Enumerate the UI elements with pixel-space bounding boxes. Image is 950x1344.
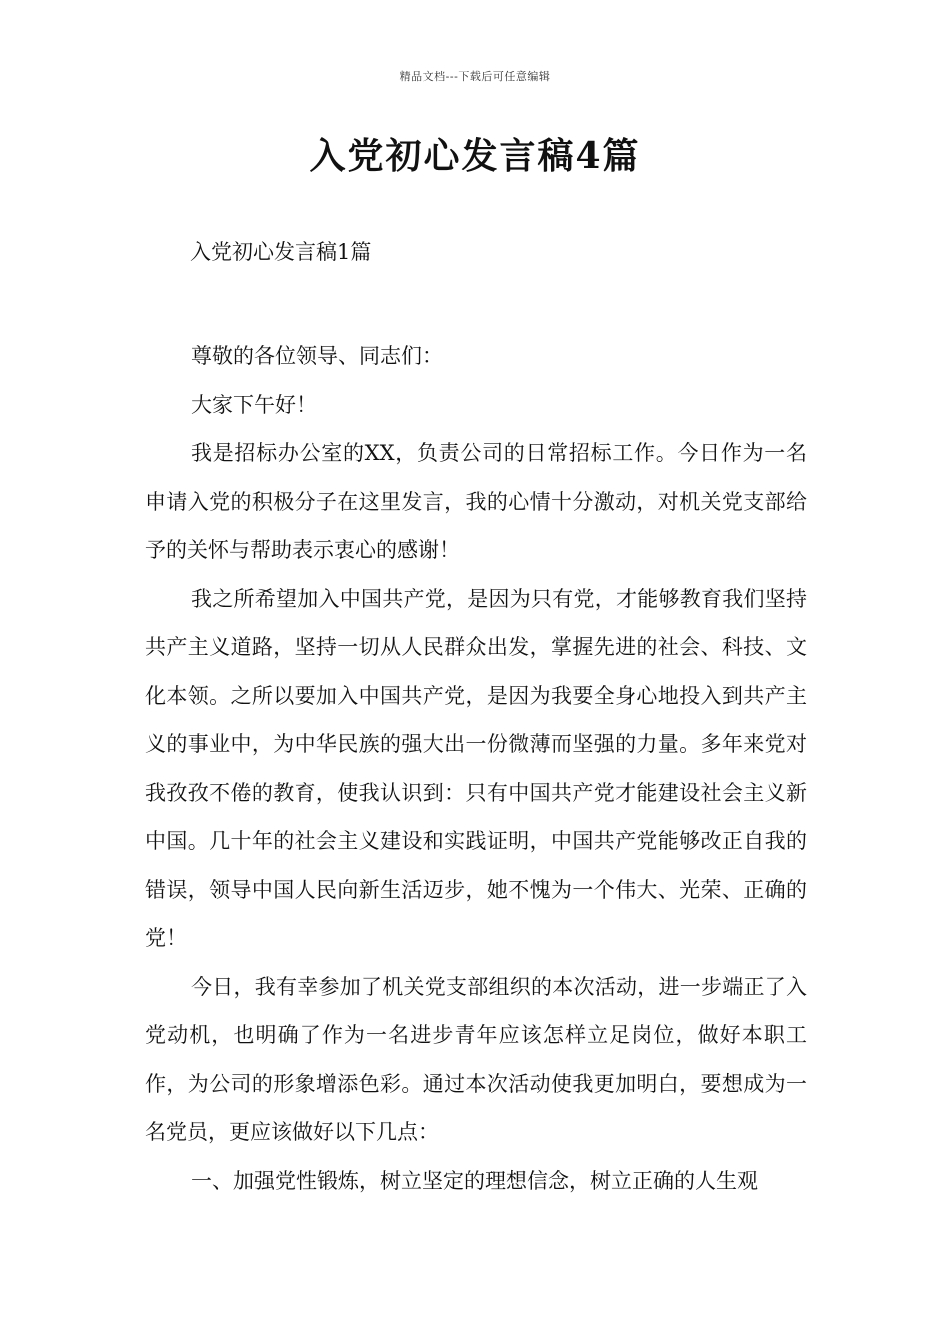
paragraph-salutation: 尊敬的各位领导、同志们： (191, 344, 443, 368)
document-body (145, 332, 807, 1205)
document-title: 入党初心发言稿4篇 (309, 135, 641, 177)
paragraph: 我之所希望加入中国共产党，是因为只有党，才能够教育我们坚持共产主义道路，坚持一切从人民群众出发，掌握先进的社会、科技、文化本领。之所以要加入中国共产党，是因为我要全身心地投入到共产主义的事业中，为中华民族的强大出一份微薄而坚强的力量。多年来党对我孜孜不倦的教育，使我认识到：只有中国共产党才能建设社会主义新中国。几十年的社会主义建设和实践证明，中国共产党能够改正自我的错误，领导中国人民向新生活迈步，她不愧为一个伟大、光荣、正确的党！ (145, 586, 807, 950)
section-subtitle: 入党初心发言稿1篇 (190, 240, 372, 264)
paragraph: 我是招标办公室的XX，负责公司的日常招标工作。今日作为一名申请入党的积极分子在这里发言，我的心情十分激动，对机关党支部给予的关怀与帮助表示衷心的感谢！ (145, 441, 807, 562)
paragraph-greeting: 大家下午好！ (191, 392, 317, 417)
paragraph: 一、加强党性锻炼，树立坚定的理想信念，树立正确的人生观 (191, 1168, 758, 1193)
page-header: 精品文档---下载后可任意编辑 (399, 70, 551, 83)
paragraph: 今日，我有幸参加了机关党支部组织的本次活动，进一步端正了入党动机，也明确了作为一名进步青年应该怎样立足岗位，做好本职工作，为公司的形象增添色彩。通过本次活动使我更加明白，要想成为一名党员，更应该做好以下几点： (145, 974, 807, 1144)
